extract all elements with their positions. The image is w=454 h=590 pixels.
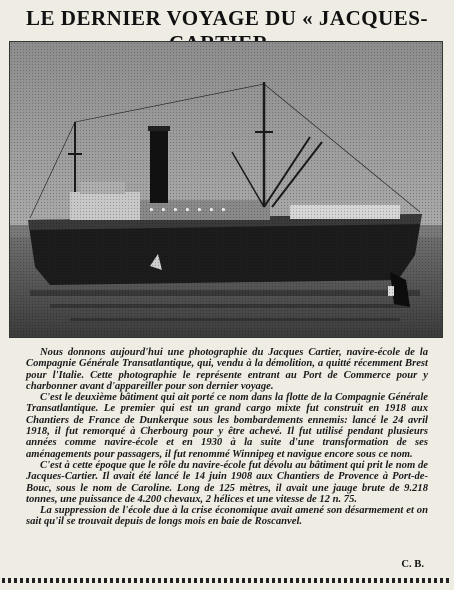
ship-photograph xyxy=(9,41,443,338)
ship-illustration xyxy=(10,42,442,337)
article-paragraph: C'est à cette époque que le rôle du navire-école fut dévolu au bâtiment qui prit le nom de Jacques-Cartier. Il avait été lancé le 14 juin 1908 aux Chantiers de Provence à Port-de-Bouc, sous le nom de Caroline. Long de 125 mètres, il avait une jauge brute de 9.218 tonnes, une puissance de 4.200 chevaux, 2 hélices et une vitesse de 12 n. 75. xyxy=(26,459,428,505)
article-body xyxy=(26,347,428,528)
bottom-rule xyxy=(2,578,452,583)
halftone-texture xyxy=(10,42,442,337)
article-paragraph: La suppression de l'école due à la crise économique avait amené son désarmement et on sait qu'il se trouvait depuis de longs mois en baie de Roscanvel. xyxy=(26,505,428,528)
article-paragraph: C'est le deuxième bâtiment qui ait porté ce nom dans la flotte de la Compagnie Générale Transatlantique. Le premier qui est un grand cargo mixte fut construit en 1918 aux Chantiers de France de Dunkerque sous les bombardements ennemis: lancé le 24 avril 1918, il fut remorqué à Cherbourg pour y être achevé. Il fut utilisé pendant plusieurs années comme navire-école et en 1930 à la suite d'une transformation de ses aménagements pour passagers, il fut renommé Winnipeg et navigue encore sous ce nom. xyxy=(26,392,428,460)
author-signature: C. B. xyxy=(401,559,424,570)
article-paragraph: Nous donnons aujourd'hui une photographie du Jacques Cartier, navire-école de la Compagnie Générale Transatlantique, qui, vendu à la démolition, a quitté récemment Brest pour l'Italie. Cette photographie le représente entrant au Port de Commerce pour y charbonner avant d'appareiller pour son dernier voyage. xyxy=(26,347,428,392)
headline: LE DERNIER VOYAGE DU « JACQUES- xyxy=(26,6,428,30)
